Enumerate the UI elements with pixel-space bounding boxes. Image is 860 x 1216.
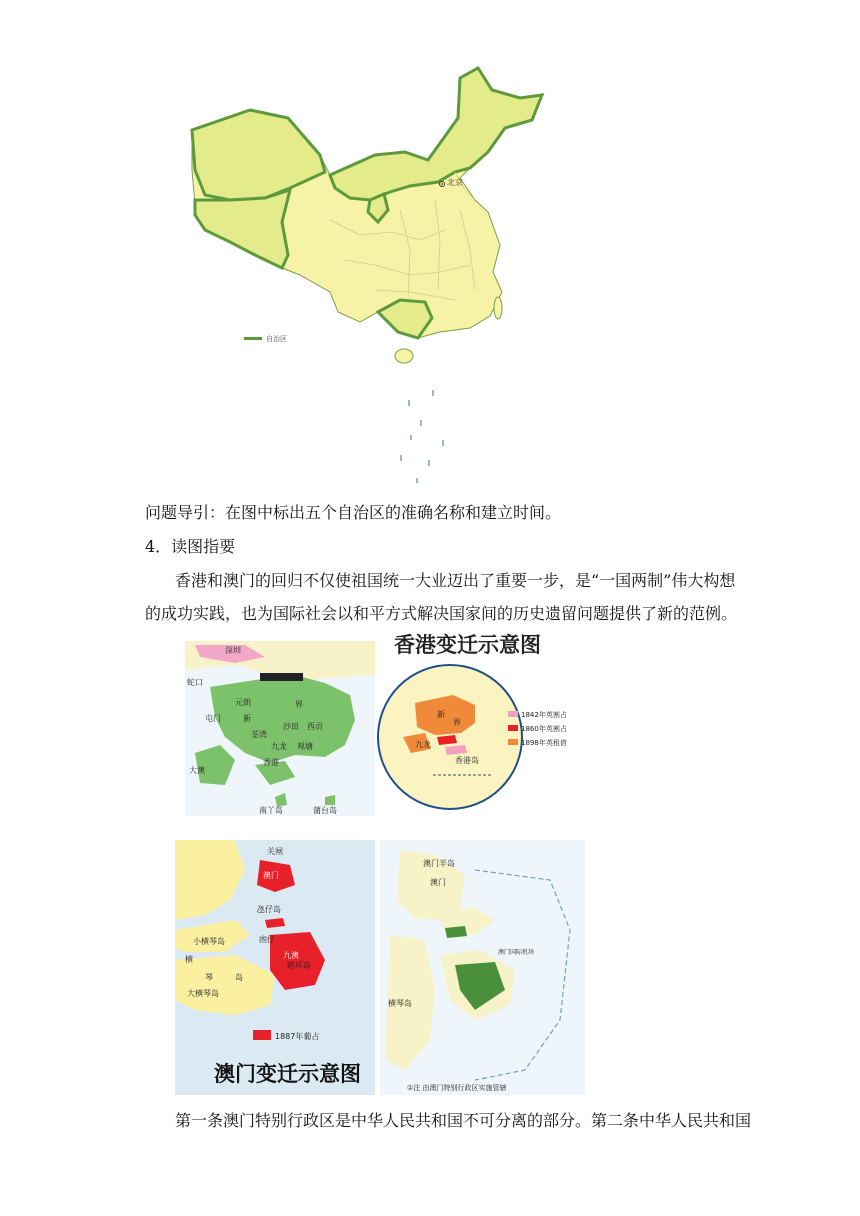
inset-label-xin: 新 [437,710,445,719]
legend-1842-swatch [508,711,518,717]
label-shatin: 沙田 [283,722,299,731]
label-kowloon: 九龙 [271,742,287,751]
macau-label-dangzai: 凼仔 [259,935,275,944]
macau-map-title: 澳门变迁示意图 [214,1062,361,1086]
label-saikung: 西贡 [307,722,323,731]
hk-legend [508,710,567,747]
inset-label-hkisland: 香港岛 [455,756,479,765]
label-kwuntong: 观塘 [297,742,313,751]
intro-paragraph-line1: 香港和澳门的回归不仅使祖国统一大业迈出了重要一步，是“一国两制”伟大构想 [175,571,736,590]
south-china-sea-islands [400,390,444,483]
label-lamma: 南丫岛 [259,806,283,815]
macau-right-label-hengqin: 横琴岛 [388,999,412,1008]
beijing-label: 北京 [447,178,463,187]
macau-label-macau: 澳门 [263,871,279,880]
taipa-forest [445,926,467,938]
macau-label-guanzha: 关闸 [267,847,283,856]
macau-right-label-macau: 澳门 [430,878,446,887]
macau-label-heng: 横 [185,955,193,964]
legend-1898-swatch [508,739,518,745]
taiwan-island [494,297,502,319]
label-shekou: 蛇口 [187,678,203,687]
region-inner-mongolia [330,68,542,200]
hk-map-title: 香港变迁示意图 [394,633,541,657]
macau-right-label-peninsula: 澳门半岛 [423,859,455,868]
legend-1860-swatch [508,725,518,731]
legend-1898-label: 1898年英租借 [521,739,567,747]
macau-label-jiuao: 九澳 [283,951,299,960]
section-heading: 4．读图指要 [145,537,236,556]
label-jie: 界 [295,700,303,709]
label-taio: 大澳 [189,766,205,775]
label-tsuenwan: 荃湾 [251,730,267,739]
inset-label-kowloon: 九龙 [415,740,431,749]
question-guide: 问题导引：在图中标出五个自治区的准确名称和建立时间。 [145,503,562,522]
label-potoi: 蒲台岛 [313,806,337,815]
macau-label-big-hengqin: 大横琴岛 [187,989,219,998]
label-xin: 新 [243,714,251,723]
region-tibet [195,190,290,268]
label-tuenmun: 屯门 [205,714,221,723]
macau-label-dao: 岛 [235,973,243,982]
intro-paragraph-line2: 的成功实践，也为国际社会以和平方式解决国家间的历史遗留问题提供了新的范例。 [145,604,738,623]
macau-label-small-hengqin: 小横琴岛 [193,937,225,946]
macau-label-qin: 琴 [205,973,213,982]
label-hongkong: 香港 [263,758,279,767]
macau-label-taipa: 氹仔岛 [257,905,281,914]
macau-label-coloane: 路环岛 [287,961,311,970]
macau-legend-label: 1887年葡占 [275,1032,320,1041]
legend-1860-label: 1860年英割占 [521,725,567,733]
article-line: 第一条澳门特别行政区是中华人民共和国不可分离的部分。第二条中华人民共和国 [175,1111,752,1130]
macau-legend-swatch [253,1030,271,1040]
macau-right-label-airport: 澳门国际机场 [498,949,535,956]
legend-autonomous-region-label: 自治区 [266,335,287,343]
inset-label-jie: 界 [453,718,461,727]
legend-1842-label: 1842年英割占 [521,711,567,719]
china-autonomous-regions-map [170,60,560,490]
macau-note: ①注 由澳门特别行政区实施管辖 [407,1084,507,1092]
label-yuenlong: 元朗 [235,698,251,707]
china-map-svg [170,60,560,490]
border-fence [260,673,303,681]
macau-change-map [175,840,585,1095]
legend-autonomous-region-swatch [244,337,262,340]
hainan-island [395,349,413,363]
label-shenzhen: 深圳 [225,646,241,655]
macau-map-svg [175,840,585,1095]
